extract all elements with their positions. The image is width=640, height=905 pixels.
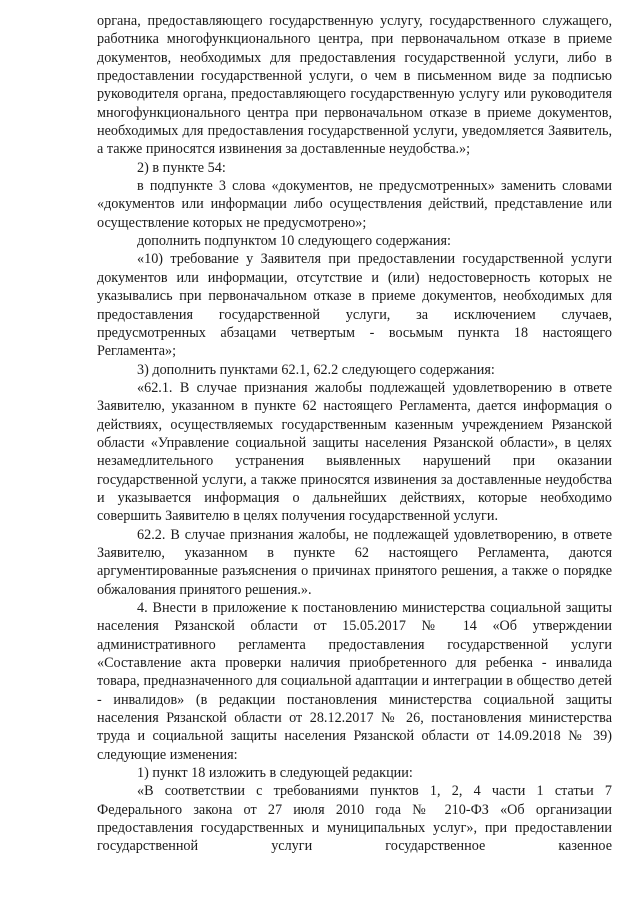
paragraph-refusal-notice: органа, предоставляющего государственную услугу, государственного служащего, работника многофункционального центра, при первоначальном отказе в приеме документов, необходимых для предоставления государственной услуги, либо в предоставлении государственной услуги, о чем в письменном виде за подписью руководителя органа, предоставляющего государственную услугу или руководителя многофункционального центра при первоначальном отказе в приеме документов, необходимых для предоставления государственной услуги, уведомляется Заявитель, а также приносятся извинения за доставленные неудобства.»;	[97, 13, 612, 158]
paragraph-item-2-point-54: 2) в пункте 54:	[137, 159, 226, 176]
paragraph-federal-law-quote: «В соответствии с требованиями пунктов 1, 2, 4 части 1 статьи 7 Федерального закона от 27 июля 2010 года № 210-ФЗ «Об организации предоставления государственных и муниципальных услуг», при предоставлении государственной услуги государственное казенное	[97, 783, 612, 855]
paragraph-point-62-2: 62.2. В случае признания жалобы, не подлежащей удовлетворению, в ответе Заявителю, указанном в пункте 62 настоящего Регламента, даются аргументированные разъяснения о причинах принятого решения, а также о порядке обжалования принятого решения.».	[97, 526, 612, 598]
paragraph-item-3-add-points: 3) дополнить пунктами 62.1, 62.2 следующего содержания:	[137, 361, 495, 378]
paragraph-item-4-amendments: 4. Внести в приложение к постановлению министерства социальной защиты населения Рязанской области от 15.05.2017 № 14 «Об утверждении административного регламента предоставления государственной услуги «Составление акта проверки наличия приобретенного для ребенка - инвалида товара, предназначенного для социальной адаптации и интеграции в общество детей - инвалидов» (в редакции постановления министерства социальной защиты населения Рязанской области от 28.12.2017 № 26, постановления министерства труда и социальной защиты населения Рязанской области от 14.09.2018 № 39) следующие изменения:	[97, 600, 612, 763]
paragraph-subpoint-3-replace: в подпункте 3 слова «документов, не предусмотренных» заменить словами «документов или информации либо осуществления действий, представление или осуществление которых не предусмотрено»;	[97, 178, 612, 231]
paragraph-point-18-redaction: 1) пункт 18 изложить в следующей редакции:	[137, 765, 413, 782]
paragraph-add-subpoint-10: дополнить подпунктом 10 следующего содержания:	[137, 233, 451, 250]
paragraph-subpoint-10-text: «10) требование у Заявителя при предоставлении государственной услуги документов или информации, отсутствие и (или) недостоверность которых не указывались при первоначальном отказе в приеме документов, необходимых для предоставления государственной услуги, за исключением случаев, предусмотренных абзацами четвертым - восьмым пункта 18 настоящего Регламента»;	[97, 251, 612, 360]
paragraph-point-62-1: «62.1. В случае признания жалобы подлежащей удовлетворению в ответе Заявителю, указанном в пункте 62 настоящего Регламента, дается информация о действиях, осуществляемых государственным казенным учреждением Рязанской области «Управление социальной защиты населения Рязанской области», в целях незамедлительного устранения выявленных нарушений при оказании государственной услуги, а также приносятся извинения за доставленные неудобства и указывается информация о дальнейших действиях, которые необходимо совершить Заявителю в целях получения государственной услуги.	[97, 379, 612, 525]
